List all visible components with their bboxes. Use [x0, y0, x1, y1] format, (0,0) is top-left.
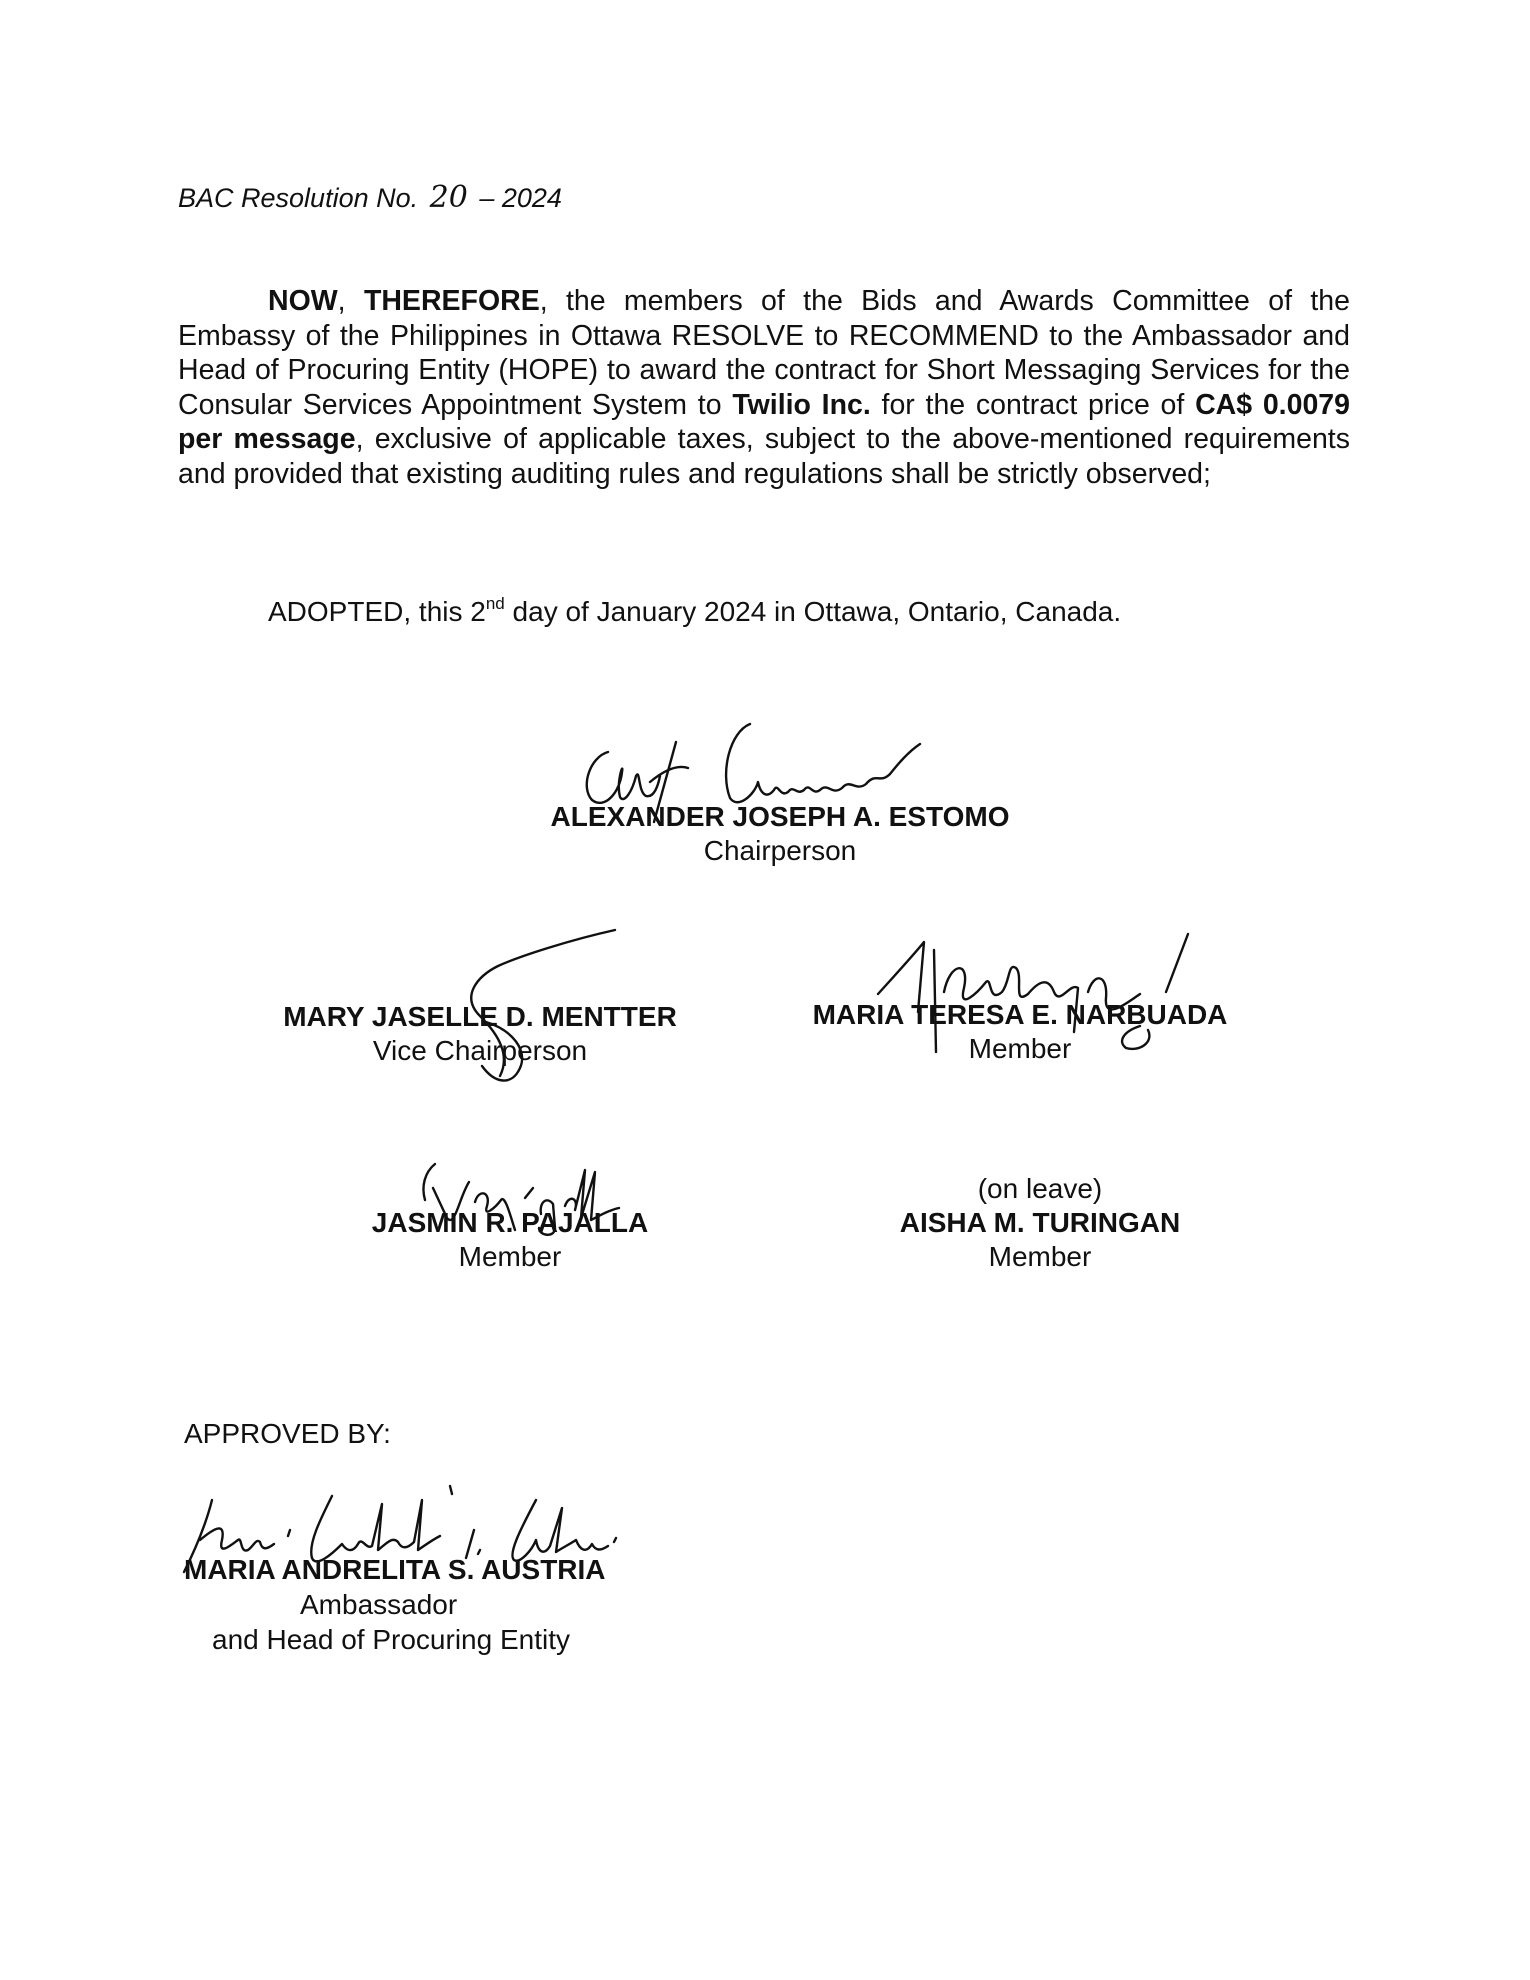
contract-price: CA$ 0.0079 per message: [178, 388, 1350, 455]
approved-by-label: APPROVED BY:: [184, 1418, 391, 1449]
adopted-after: day of January 2024 in Ottawa, Ontario, Canada.: [504, 596, 1122, 627]
lead-now: NOW: [268, 285, 338, 317]
member-pajalla-block: [260, 1206, 760, 1274]
adopted-before: ADOPTED, this 2: [268, 596, 486, 627]
member-narbuada-role: Member: [968, 1033, 1072, 1064]
ambassador-name: MARIA ANDRELITA S. AUSTRIA: [184, 1554, 606, 1585]
member-turingan-role: Member: [988, 1241, 1092, 1272]
vice-chairperson-name: MARY JASELLE D. MENTTER: [283, 1001, 677, 1032]
chairperson-role: Chairperson: [703, 835, 857, 866]
chairperson-block: [460, 800, 1100, 868]
paragraph-text-2: for the contract price of: [870, 388, 1196, 421]
vice-chairperson-block: [230, 1000, 730, 1068]
chairperson-name: ALEXANDER JOSEPH A. ESTOMO: [550, 801, 1010, 832]
lead-therefore: THEREFORE: [363, 285, 540, 317]
member-narbuada-name: MARIA TERESA E. NARBUADA: [812, 999, 1228, 1030]
member-pajalla-role: Member: [458, 1241, 562, 1272]
resolution-number-header: [178, 180, 562, 215]
resolution-paragraph: [178, 284, 1350, 491]
ambassador-title: Ambassador: [300, 1589, 458, 1620]
vendor-name: Twilio Inc.: [732, 388, 871, 421]
adopted-ordinal: nd: [485, 594, 505, 613]
ambassador-block: [184, 1552, 644, 1657]
handwritten-resolution-number: 20: [429, 180, 468, 215]
lead-comma: ,: [337, 285, 364, 317]
ambassador-title-line2: and Head of Procuring Entity: [212, 1624, 570, 1655]
paragraph-text-1: , the members of the Bids and Awards Committee of the Embassy of the Philippines in Ottawa RESOLVE to RECOMMEND to the Ambassador and Head of Procuring Entity (HOPE) to award the contract for Short Messaging Services for the Consular Services Appointment System to: [178, 285, 1350, 421]
adopted-line: [268, 596, 1121, 628]
paragraph-text-3: , exclusive of applicable taxes, subject to the above-mentioned requirements and provided that existing auditing rules and regulations shall be strictly observed;: [178, 423, 1350, 490]
vice-chairperson-role: Vice Chairperson: [372, 1035, 588, 1066]
member-turingan-name: AISHA M. TURINGAN: [899, 1207, 1181, 1238]
member-turingan-block: [800, 1172, 1280, 1274]
header-prefix: BAC Resolution No.: [178, 183, 419, 213]
member-pajalla-name: JASMIN R. PAJALLA: [371, 1207, 649, 1238]
header-suffix: – 2024: [479, 183, 562, 213]
member-narbuada-block: [760, 998, 1280, 1066]
member-turingan-leave-note: (on leave): [977, 1173, 1103, 1204]
